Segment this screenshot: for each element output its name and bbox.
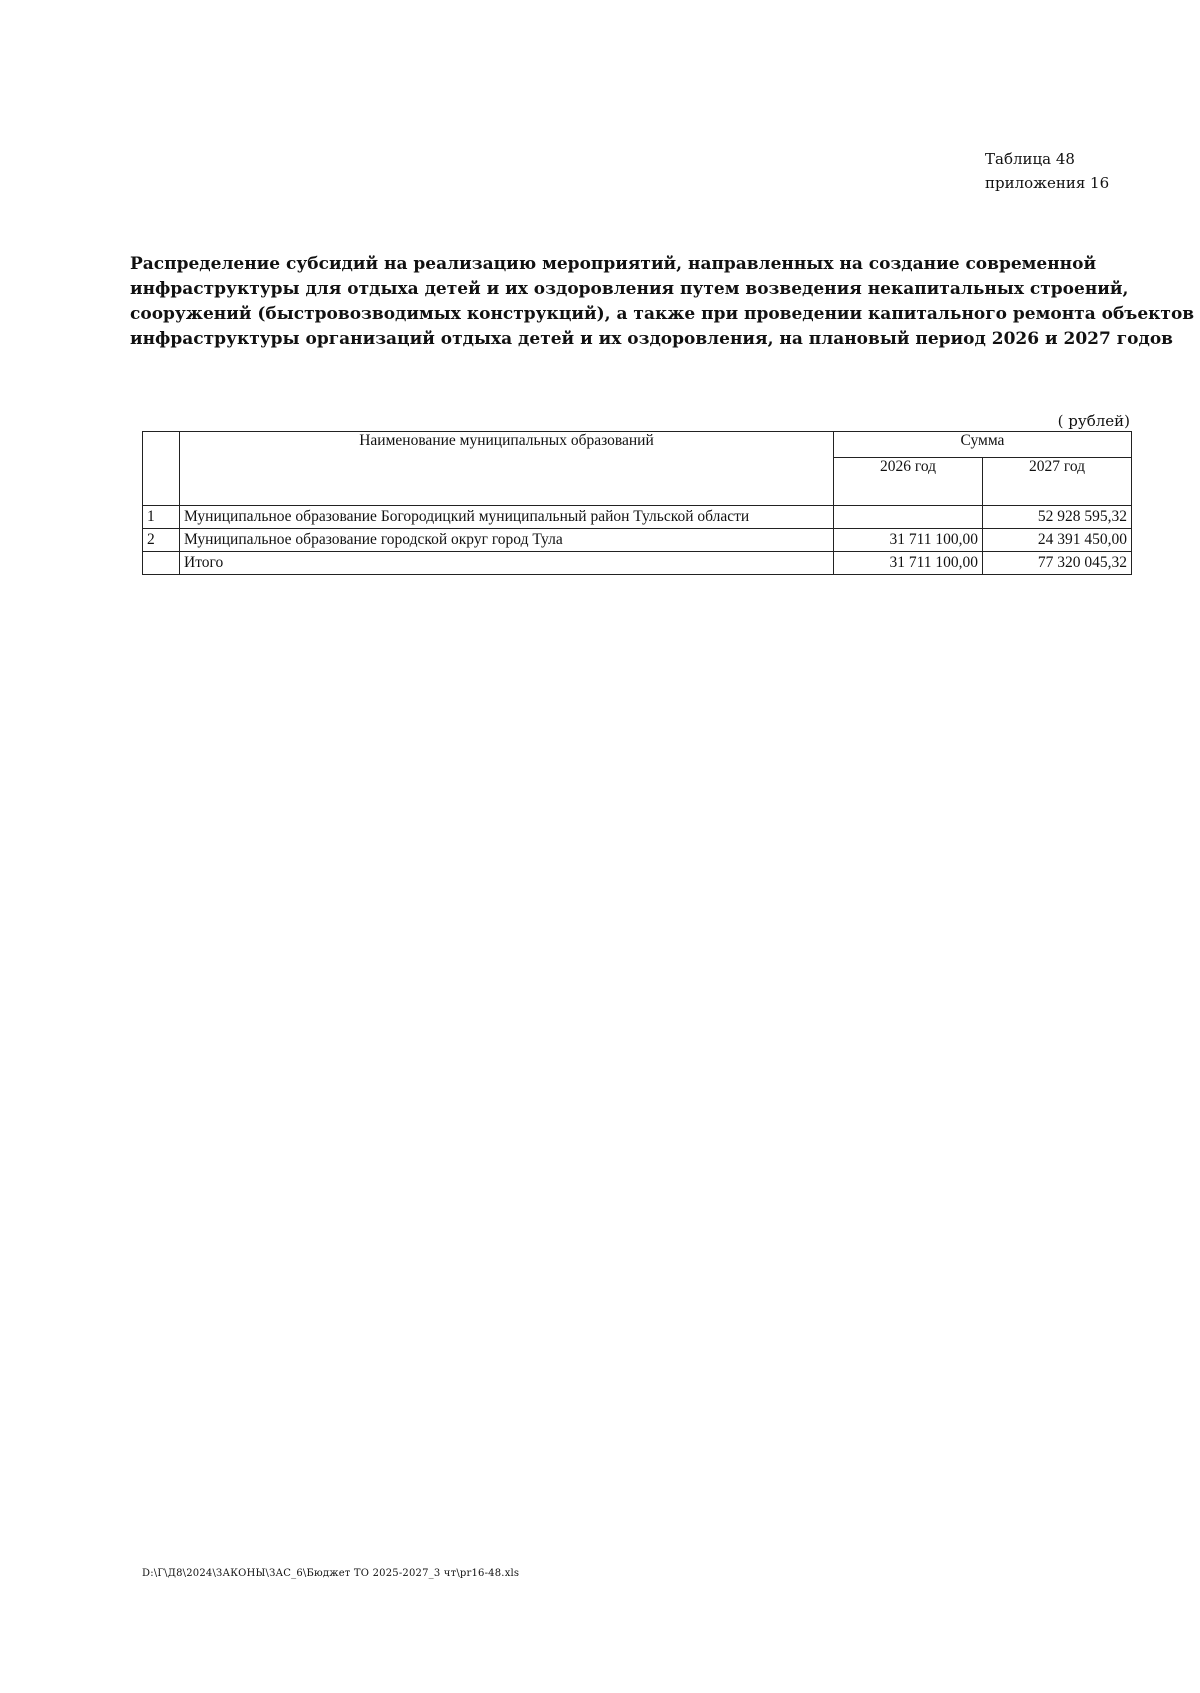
table-number: Таблица 48: [985, 150, 1075, 168]
total-label: Итого: [180, 552, 834, 575]
subsidy-table: [142, 431, 1132, 575]
row-number: [143, 552, 180, 575]
table-reference: [985, 147, 1109, 195]
table-header-row: [143, 432, 1132, 458]
row-municipality: Муниципальное образование городской округ город Тула: [180, 529, 834, 552]
header-sum-cell: Сумма: [834, 432, 1132, 458]
title-line: Распределение субсидий на реализацию мероприятий, направленных на создание современной: [130, 254, 1097, 274]
title-line: сооружений (быстровозводимых конструкций), а также при проведении капитального ремонта объектов: [130, 304, 1195, 324]
row-number: 2: [143, 529, 180, 552]
table-row: [143, 529, 1132, 552]
annex-number: приложения 16: [985, 174, 1110, 192]
header-2026-cell: 2026 год: [834, 458, 983, 506]
total-amount-2027: 77 320 045,32: [983, 552, 1132, 575]
row-amount-2026: [834, 506, 983, 529]
header-number-cell: [143, 432, 180, 506]
total-amount-2026: 31 711 100,00: [834, 552, 983, 575]
file-path-footer: D:\Г\Д8\2024\ЗАКОНЫ\ЗАС_6\Бюджет ТО 2025-2027_3 чт\pr16-48.xls: [142, 1568, 520, 1579]
row-amount-2027: 52 928 595,32: [983, 506, 1132, 529]
row-number: 1: [143, 506, 180, 529]
title-line: инфраструктуры организаций отдыха детей и их оздоровления, на плановый период 2026 и 2027 годов: [130, 329, 1173, 349]
title-line: инфраструктуры для отдыха детей и их оздоровления путем возведения некапитальных строений,: [130, 279, 1129, 299]
table-total-row: [143, 552, 1132, 575]
row-municipality: Муниципальное образование Богородицкий муниципальный район Тульской области: [180, 506, 834, 529]
row-amount-2027: 24 391 450,00: [983, 529, 1132, 552]
units-label: ( рублей): [1057, 412, 1130, 430]
table-row: [143, 506, 1132, 529]
header-name-cell: Наименование муниципальных образований: [180, 432, 834, 506]
header-2027-cell: 2027 год: [983, 458, 1132, 506]
row-amount-2026: 31 711 100,00: [834, 529, 983, 552]
document-title: [130, 252, 1195, 352]
